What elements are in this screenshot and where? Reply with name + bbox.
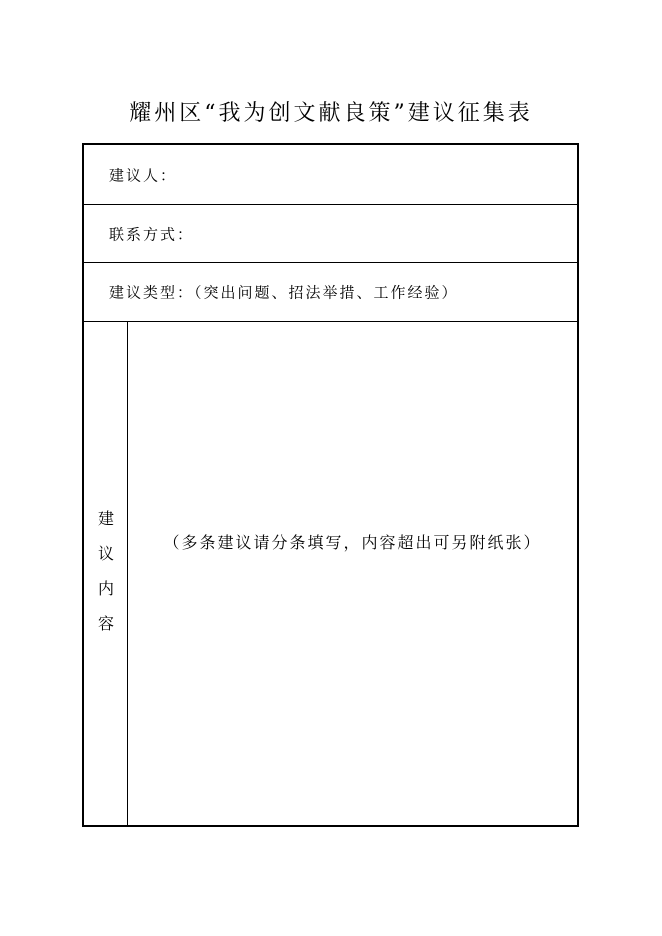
form-title: 耀州区“我为创文献良策”建议征集表 [129, 101, 533, 126]
contact-label: 联系方式： [109, 225, 195, 243]
side-label-char: 容 [97, 614, 114, 633]
side-label-char: 内 [97, 579, 114, 598]
content-side-label-column [84, 322, 128, 825]
side-label-char: 建 [97, 509, 114, 528]
suggestion-content-area[interactable] [84, 322, 577, 825]
side-label-char: 议 [97, 544, 114, 563]
suggestion-type-row[interactable] [84, 263, 577, 322]
proposer-label: 建议人： [109, 166, 178, 184]
suggestion-type-label: 建议类型：（突出问题、招法举措、工作经验） [109, 283, 459, 302]
content-hint: （多条建议请分条填写，内容超出可另附纸张） [163, 533, 542, 552]
contact-row[interactable] [84, 205, 577, 263]
proposer-row[interactable] [84, 145, 577, 205]
suggestion-form-table [82, 143, 579, 827]
